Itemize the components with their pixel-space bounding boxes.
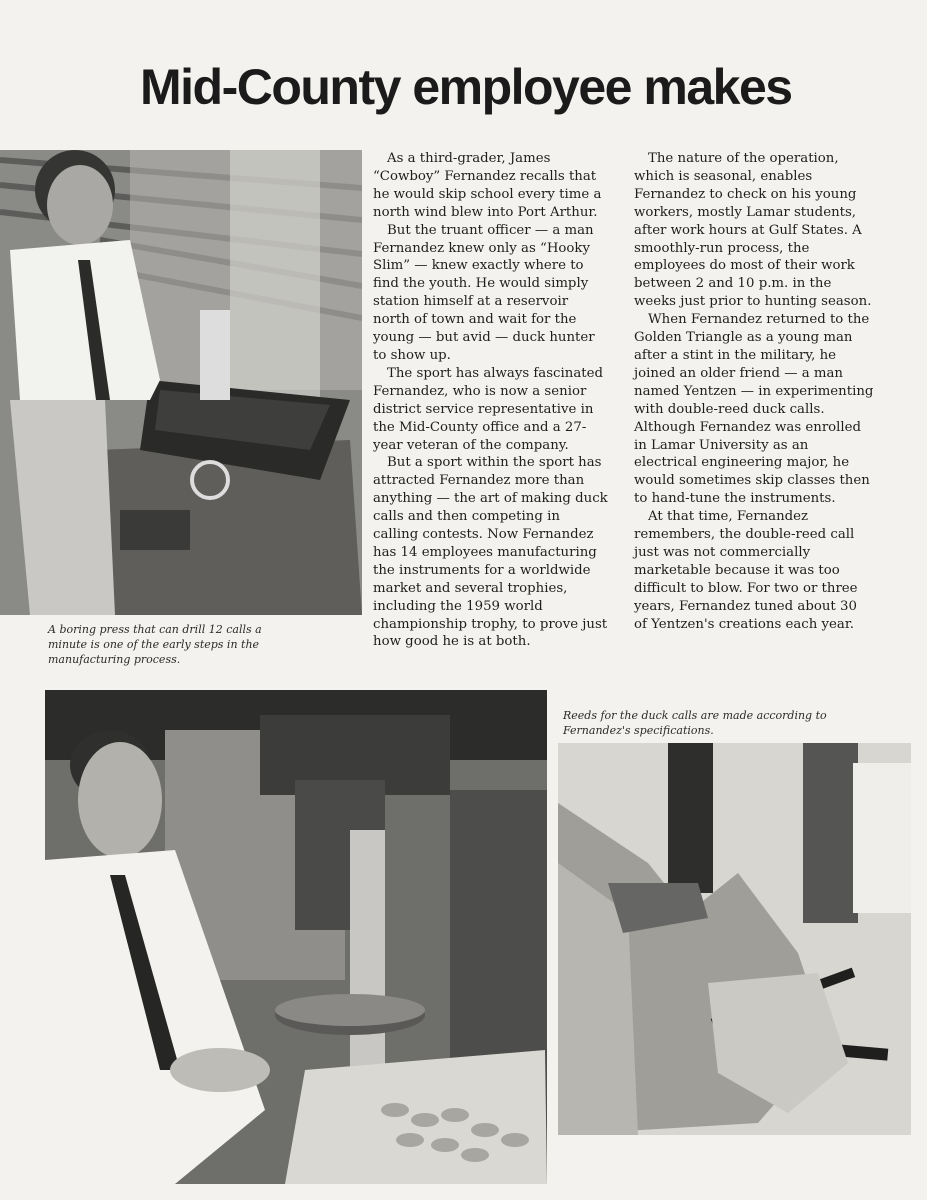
- paragraph: The sport has always fascinated Fernandez, who is now a senior district service representative in the Mid-County office and a 27-year veteran of the company.: [373, 365, 603, 453]
- paragraph: The nature of the operation, which is seasonal, enables Fernandez to check on his young workers, mostly Lamar students, after work hours at Gulf States. A smoothly-run process, the employees do most of their work between 2 and 10 p.m. in the weeks just prior to hunting season.: [634, 151, 872, 310]
- headline: Mid-County employee makes: [140, 59, 792, 115]
- paragraph: As a third-grader, James “Cowboy” Fernandez recalls that he would skip school every time a north wind blew into Port Arthur.: [373, 151, 602, 220]
- article-column-1: [373, 150, 609, 651]
- paragraph: At that time, Fernandez remembers, the double-reed call just was not commercially marketable because it was too difficult to blow. For two or three years, Fernandez tuned about 30 of Yentzen's creations each year.: [634, 509, 858, 632]
- paragraph: But the truant officer — a man Fernandez knew only as “Hooky Slim” — knew exactly where to find the youth. He would simply station himself at a reservoir north of town and wait for the young — but avid — duck hunter to show up.: [373, 222, 595, 363]
- boring-press-caption: A boring press that can drill 12 calls a minute is one of the early steps in the manufacturing process.: [48, 623, 262, 666]
- reeds-photo: [558, 743, 911, 1135]
- boring-press-photo: [0, 150, 362, 615]
- article-column-2: [634, 150, 874, 633]
- reeds-caption: Reeds for the duck calls are made according to Fernandez's specifications.: [563, 709, 827, 737]
- drill-press-photo: [45, 690, 547, 1184]
- paragraph: But a sport within the sport has attracted Fernandez more than anything — the art of making duck calls and then competing in calling contests. Now Fernandez has 14 employees manufacturing the instruments for a worldwide market and several trophies, including the 1959 world championship trophy, to prove just how good he is at both.: [373, 455, 608, 650]
- paragraph: When Fernandez returned to the Golden Triangle as a young man after a stint in the military, he joined an older friend — a man named Yentzen — in experimenting with double-reed duck calls. Although Fernandez was enrolled in Lamar University as an electrical engineering major, he would sometimes skip classes then to hand-tune the instruments.: [634, 312, 874, 507]
